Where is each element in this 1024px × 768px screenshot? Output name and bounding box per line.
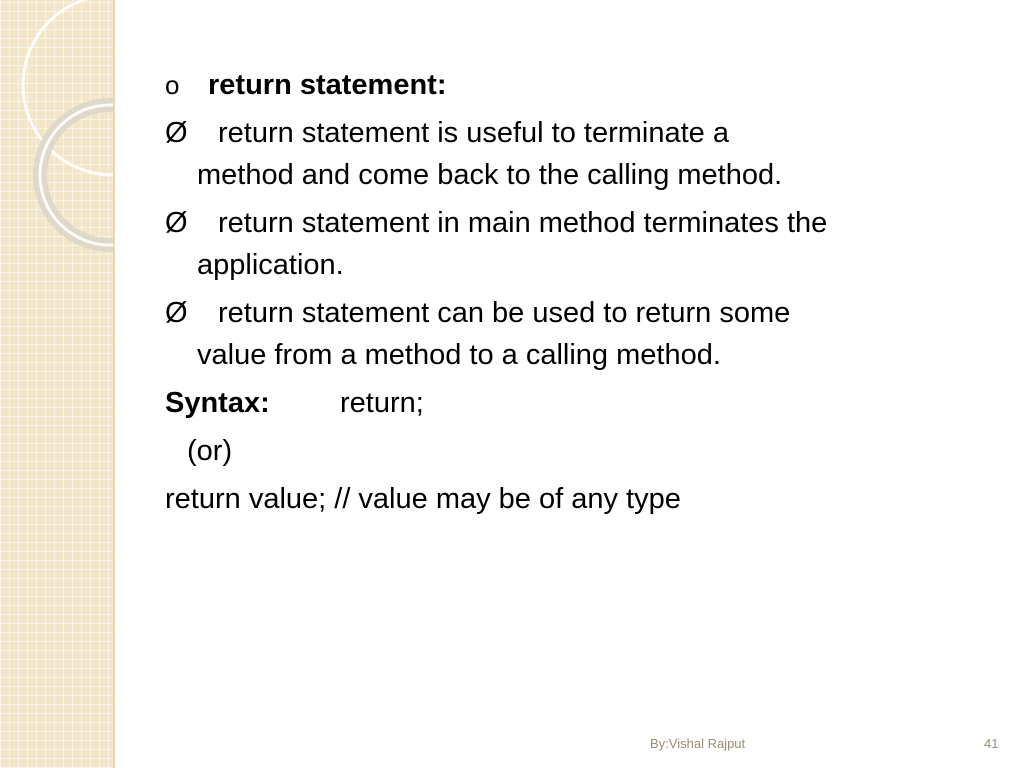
- syntax-label: Syntax:: [165, 387, 270, 419]
- arrow-bullet-icon: Ø: [165, 117, 188, 149]
- decorative-circles: [0, 0, 113, 768]
- return-value-line: return value; // value may be of any type: [165, 483, 681, 515]
- arrow-bullet-icon: Ø: [165, 297, 188, 329]
- bullet-point-2: [165, 202, 995, 286]
- point-text-line-1: return statement in main method terminates the: [218, 207, 828, 239]
- syntax-row: [165, 382, 995, 430]
- arrow-bullet-icon: Ø: [165, 207, 188, 239]
- decorative-side-strip: [0, 0, 115, 768]
- footer-author: By:Vishal Rajput: [650, 736, 746, 751]
- bullet-point-1: [165, 112, 995, 196]
- slide-heading: return statement:: [208, 69, 447, 101]
- or-row: [165, 430, 995, 478]
- point-text-line-2: application.: [197, 249, 344, 281]
- slide-page-number: 41: [984, 736, 999, 751]
- point-text-line-2: value from a method to a calling method.: [197, 339, 721, 371]
- or-text: (or): [187, 435, 233, 467]
- point-text-line-1: return statement can be used to return some: [218, 297, 791, 329]
- point-text-line-1: return statement is useful to terminate a: [218, 117, 729, 149]
- heading-bullet: o: [165, 70, 180, 100]
- slide-heading-row: [165, 64, 995, 112]
- syntax-code: return;: [340, 387, 424, 419]
- bullet-point-3: [165, 292, 995, 376]
- point-text-line-2: method and come back to the calling method.: [197, 159, 783, 191]
- slide-body: [165, 64, 995, 526]
